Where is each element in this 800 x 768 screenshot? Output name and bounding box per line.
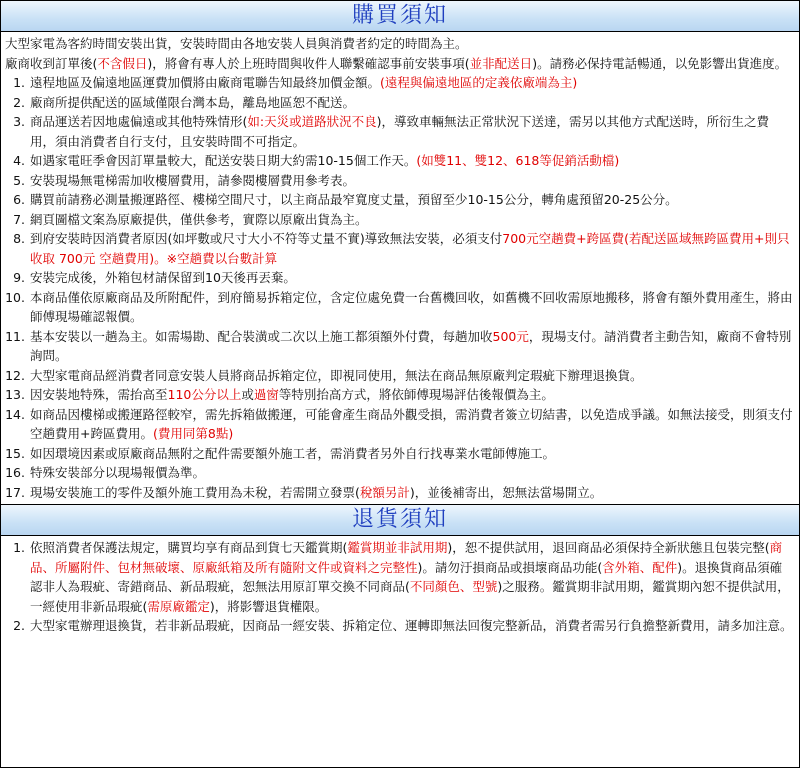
item-number: 7.: [13, 211, 25, 227]
item-text: [30, 483, 793, 503]
text-segment: 廠商所提供配送的區域僅限台灣本島，離島地區恕不配送。: [30, 94, 356, 110]
item-number: 1.: [13, 540, 25, 555]
text-segment: ，現場支付。請消費者主動告知，廠商不會特別詢問。: [30, 328, 792, 363]
highlight-text: 並非配送日: [469, 55, 533, 71]
install-rule-item: [5, 151, 793, 171]
install-rule-item: [5, 444, 793, 464]
item-text: [30, 171, 793, 191]
item-number: 15.: [5, 445, 25, 461]
text-segment: 廠商收到訂單後(: [5, 55, 98, 71]
return-notice-title: 退貨須知: [1, 504, 799, 536]
return-rule-item: [5, 538, 793, 616]
text-segment: )，將會有專人於上班時間與收件人聯繫確認事前安裝事項(: [147, 55, 470, 71]
install-rule-item: [5, 385, 793, 405]
install-rule-item: [5, 463, 793, 483]
item-text: [30, 444, 793, 464]
install-rule-item: [5, 171, 793, 191]
install-rule-item: [5, 288, 793, 327]
install-rule-item: [5, 73, 793, 93]
install-rule-item: [5, 405, 793, 444]
item-text: [30, 366, 793, 386]
text-segment: 如遇家電旺季會因訂單量較大，配送安裝日期大約需10-15個工作天。: [30, 153, 417, 168]
text-segment: 如因環境因素或原廠商品無附之配件需要額外施工者，需消費者另外自行找專業水電師傅施工。: [30, 445, 556, 461]
item-number: 2.: [13, 618, 25, 633]
text-segment: 安裝完成後，外箱包材請保留到10天後再丟棄。: [30, 270, 296, 285]
intro-line: [5, 34, 793, 54]
item-text: [30, 112, 793, 151]
highlight-text: 鑑賞期並非試用期: [347, 540, 448, 555]
text-segment: 遠程地區及偏遠地區運費加價將由廠商電聯告知最終加價金額。: [30, 75, 381, 90]
highlight-text: (遠程與偏遠地區的定義依廠端為主): [380, 75, 578, 90]
install-rule-item: [5, 93, 793, 113]
highlight-text: 不含假日: [97, 55, 148, 71]
purchase-notice-title: 購買須知: [1, 1, 799, 32]
item-number: 1.: [13, 75, 25, 90]
text-segment: )，導致車輛無法正常狀況下送達，需另以其他方式配送時，所衍生之費用，須由消費者自行支付，且安裝時間不可指定。: [30, 114, 769, 149]
text-segment: )，恕不提供試用，退回商品必須保持全新狀態且包裝完整(: [447, 540, 770, 555]
text-segment: 特殊安裝部分以現場報價為準。: [30, 465, 206, 480]
item-text: [30, 405, 793, 444]
highlight-text: (費用同第8點): [152, 426, 234, 441]
text-segment: 或: [241, 387, 254, 402]
item-number: 13.: [5, 387, 25, 402]
text-segment: )。請務必保持電話暢通，以免影響出貨進度。: [532, 55, 788, 71]
install-rule-item: [5, 268, 793, 288]
item-text: [30, 93, 793, 113]
text-segment: )。退換貨商品須確認非人為瑕疵、寄錯商品、新品瑕疵，恕無法用原訂單交換不同商品(: [30, 559, 783, 594]
item-number: 3.: [13, 114, 25, 129]
highlight-text: 稅額另計: [359, 484, 410, 500]
highlight-text: 如:天災或道路狀況不良: [247, 114, 377, 129]
highlight-text: 700元空趟費+跨區費(若配送區域無跨區費用+則只收取 700元 空趟費用)。※空趟費以台數計算: [30, 231, 790, 266]
item-number: 4.: [13, 153, 25, 168]
text-segment: 依照消費者保護法規定，購買均享有商品到貨七天鑑賞期(: [30, 540, 348, 555]
text-segment: 購買前請務必測量搬運路徑、樓梯空間尺寸，以主商品最窄寬度丈量，預留至少10-15公分，轉角處預留20-25公分。: [30, 192, 678, 207]
text-segment: 現場安裝施工的零件及額外施工費用為未稅，若需開立發票(: [30, 484, 360, 500]
text-segment: 本商品僅依原廠商品及所附配件，到府簡易拆箱定位，含定位處免費一台舊機回收，如舊機不回收需原地搬移，將會有額外費用產生，將由師傅現場確認報價。: [30, 289, 793, 324]
item-number: 10.: [5, 289, 25, 305]
return-rule-item: [5, 616, 793, 636]
item-number: 17.: [5, 484, 25, 500]
item-number: 14.: [5, 406, 25, 422]
return-notice-section: [1, 536, 799, 638]
install-rules-list: [5, 73, 793, 502]
item-text: [30, 210, 793, 230]
highlight-text: 不同顏色、型號: [409, 579, 498, 594]
install-rule-item: [5, 112, 793, 151]
install-rule-item: [5, 210, 793, 230]
text-segment: 大型家電辦理退換貨，若非新品瑕疵，因商品一經安裝、拆箱定位、運轉即無法回復完整新品，消費者需另行負擔整新費用，請多加注意。: [30, 618, 793, 633]
return-rules-list: [5, 538, 793, 636]
install-rule-item: [5, 366, 793, 386]
highlight-text: 500元: [492, 328, 529, 344]
item-text: [30, 463, 793, 483]
highlight-text: 過窗: [253, 387, 279, 402]
item-text: [30, 327, 793, 366]
item-number: 5.: [13, 172, 25, 188]
item-text: [30, 73, 793, 93]
highlight-text: 含外箱、配件: [602, 559, 678, 575]
item-number: 8.: [13, 231, 25, 246]
highlight-text: 110公分以上: [167, 387, 242, 402]
text-segment: )之服務。鑑賞期非試用期，鑑賞期內恕不提供試用，一經使用非新品瑕疵(: [30, 579, 790, 614]
text-segment: 網頁圖檔文案為原廠提供，僅供參考，實際以原廠出貨為主。: [30, 211, 368, 227]
item-text: [30, 190, 793, 210]
text-segment: 因安裝地特殊，需抬高至: [30, 387, 168, 402]
item-number: 2.: [13, 94, 25, 110]
item-text: [30, 268, 793, 288]
text-segment: )。請勿汙損商品或損壞商品功能(: [417, 559, 603, 575]
text-segment: 等特別抬高方式，將依師傅現場評估後報價為主。: [278, 387, 554, 402]
item-number: 12.: [5, 367, 25, 383]
text-segment: )，將影響退貨權限。: [209, 598, 328, 614]
item-text: [30, 229, 793, 268]
intro-line: [5, 54, 793, 74]
item-number: 16.: [5, 465, 25, 480]
text-segment: 商品運送若因地處偏遠或其他特殊情形(: [30, 114, 248, 129]
highlight-text: 商品、所屬附件、包材無破壞、原廠紙箱及所有隨附文件或資料之完整性: [30, 540, 783, 575]
text-segment: 安裝現場無電梯需加收樓層費用，請參閱樓層費用參考表。: [30, 172, 356, 188]
item-text: [30, 288, 793, 327]
install-rule-item: [5, 327, 793, 366]
highlight-text: 需原廠鑑定: [147, 598, 210, 614]
item-number: 11.: [5, 328, 25, 344]
text-segment: 如商品因樓梯或搬運路徑較窄，需先拆箱做搬運，可能會產生商品外觀受損，需消費者簽立切結書，以免造成爭議。如無法接受，則須支付空趟費用+跨區費用。: [30, 406, 793, 441]
text-segment: 基本安裝以一趟為主。如需場勘、配合裝潢或二次以上施工都須額外付費，每趟加收: [30, 328, 493, 344]
item-number: 6.: [13, 192, 25, 207]
text-segment: )，並後補寄出，恕無法當場開立。: [409, 484, 603, 500]
item-text: [30, 385, 793, 405]
item-text: [30, 616, 793, 636]
text-segment: 到府安裝時因消費者原因(如坪數或尺寸大小不符等丈量不實)導致無法安裝，必須支付: [30, 231, 503, 246]
install-rule-item: [5, 190, 793, 210]
item-number: 9.: [13, 270, 25, 285]
purchase-notice-section: [1, 32, 799, 504]
item-text: [30, 538, 793, 616]
highlight-text: (如雙11、雙12、618等促銷活動檔): [416, 153, 620, 168]
install-rule-item: [5, 229, 793, 268]
install-rule-item: [5, 483, 793, 503]
text-segment: 大型家電為客約時間安裝出貨，安裝時間由各地安裝人員與消費者約定的時間為主。: [5, 36, 468, 51]
item-text: [30, 151, 793, 171]
text-segment: 大型家電商品經消費者同意安裝人員將商品拆箱定位，即視同使用，無法在商品無原廠判定瑕疵下辦理退換貨。: [30, 367, 643, 383]
intro-paragraph: [5, 34, 793, 73]
